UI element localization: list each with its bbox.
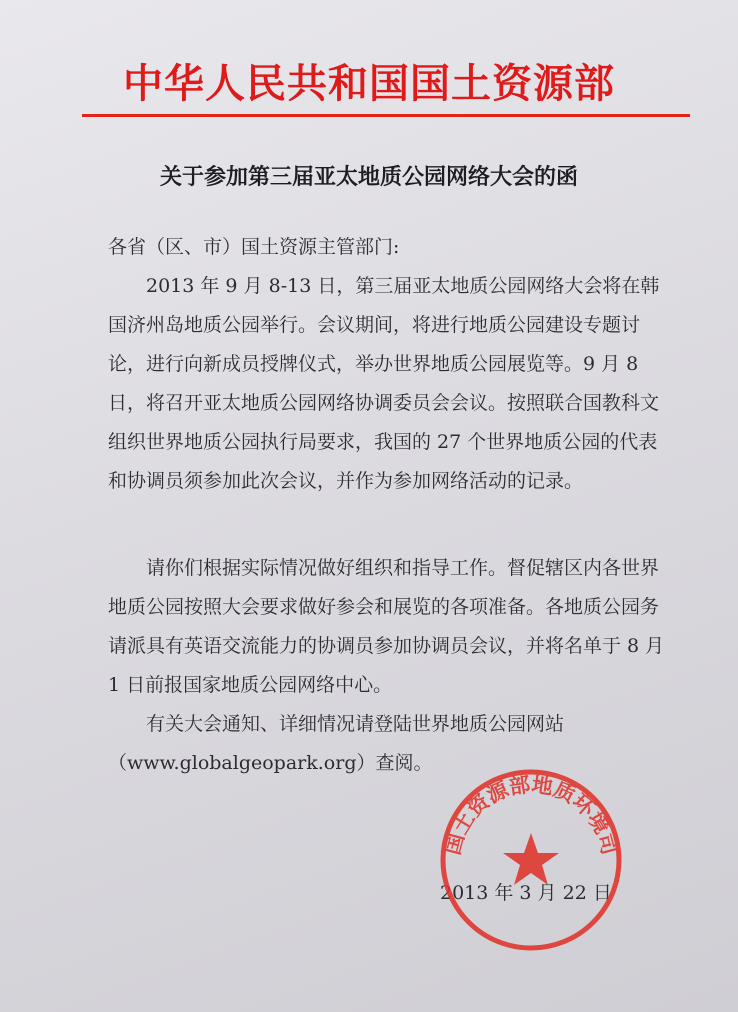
- letter-date: 2013 年 3 月 22 日: [440, 882, 612, 904]
- letter-title: 关于参加第三届亚太地质公园网络大会的函: [159, 165, 578, 190]
- letterhead-org: 中华人民共和国国土资源部: [123, 60, 615, 107]
- paragraph-1: 2013 年 9 月 8-13 日，第三届亚太地质公园网络大会将在韩国济州岛地质公园举行。会议期间，将进行地质公园建设专题讨论，进行向新成员授牌仪式，举办世界地质公园展览等。9 月 8 日，将召开亚太地质公园网络协调委员会会议。按照联合国教科文组织世界地质公园执行局要求，我国的 27 个世界地质公园的代表和协调员须参加此次会议，并作为参加网络活动的记录。: [108, 275, 660, 492]
- paragraph-3: 有关大会通知、详细情况请登陆世界地质公园网站（www.globalgeopark.org）查阅。: [108, 713, 565, 774]
- salutation: 各省（区、市）国土资源主管部门:: [108, 236, 400, 258]
- paragraph-2: 请你们根据实际情况做好组织和指导工作。督促辖区内各世界地质公园按照大会要求做好参会和展览的各项准备。各地质公园务请派具有英语交流能力的协调员参加协调员会议，并将名单于 8 月 1 日前报国家地质公园网络中心。: [108, 557, 665, 696]
- seal-text: 国土资源部地质环境司: [440, 772, 622, 858]
- star-icon: [503, 833, 559, 885]
- official-seal: [436, 765, 626, 955]
- letterhead-rule: [82, 114, 690, 117]
